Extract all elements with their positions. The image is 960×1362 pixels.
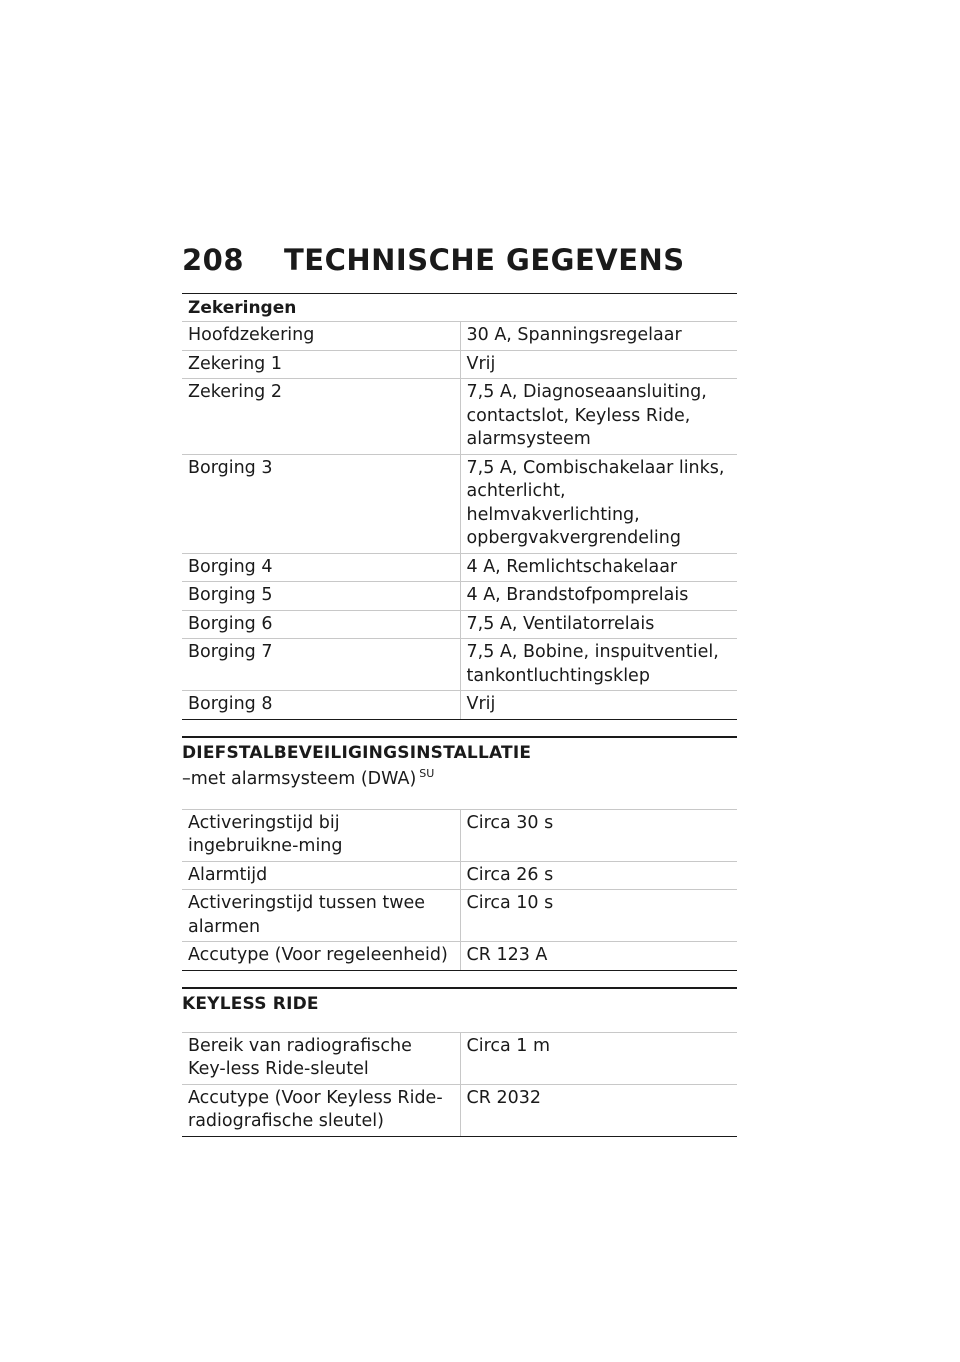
table-row bbox=[182, 582, 737, 611]
row-label: Borging 7 bbox=[182, 639, 460, 691]
table-row bbox=[182, 639, 737, 691]
table-row bbox=[182, 322, 737, 351]
antitheft-subtitle-text: –met alarmsysteem (DWA) bbox=[182, 768, 417, 789]
row-label: Hoofdzekering bbox=[182, 322, 460, 351]
row-label: Zekering 1 bbox=[182, 350, 460, 379]
row-label: Borging 8 bbox=[182, 691, 460, 720]
row-value: Vrij bbox=[460, 691, 737, 720]
row-value: 7,5 A, Diagnoseaansluiting, contactslot, Keyless Ride, alarmsysteem bbox=[460, 379, 737, 455]
row-label: Borging 5 bbox=[182, 582, 460, 611]
keyless-section-title: KEYLESS RIDE bbox=[182, 987, 737, 1016]
row-value: 30 A, Spanningsregelaar bbox=[460, 322, 737, 351]
table-row bbox=[182, 553, 737, 582]
table-row bbox=[182, 350, 737, 379]
table-row bbox=[182, 610, 737, 639]
table-row bbox=[182, 1084, 737, 1136]
page-number: 208 bbox=[182, 243, 245, 277]
table-row bbox=[182, 454, 737, 553]
row-label: Activeringstijd tussen twee alarmen bbox=[182, 890, 460, 942]
table-row bbox=[182, 861, 737, 890]
row-value: Circa 26 s bbox=[460, 861, 737, 890]
antitheft-subtitle bbox=[182, 767, 737, 791]
row-label: Zekering 2 bbox=[182, 379, 460, 455]
row-value: CR 123 A bbox=[460, 942, 737, 971]
row-label: Borging 6 bbox=[182, 610, 460, 639]
table-row bbox=[182, 1033, 737, 1085]
row-value: Circa 10 s bbox=[460, 890, 737, 942]
antitheft-table bbox=[182, 810, 737, 971]
row-label: Activeringstijd bij ingebruikne-ming bbox=[182, 810, 460, 862]
table-row bbox=[182, 942, 737, 971]
row-label: Accutype (Voor Keyless Ride-radiografische sleutel) bbox=[182, 1084, 460, 1136]
row-label: Alarmtijd bbox=[182, 861, 460, 890]
row-label: Borging 3 bbox=[182, 454, 460, 553]
row-label: Accutype (Voor regeleenheid) bbox=[182, 942, 460, 971]
row-value: 7,5 A, Bobine, inspuitventiel, tankontluchtingsklep bbox=[460, 639, 737, 691]
row-value: 7,5 A, Ventilatorrelais bbox=[460, 610, 737, 639]
page-content bbox=[182, 293, 737, 1137]
row-value: 4 A, Remlichtschakelaar bbox=[460, 553, 737, 582]
page-header bbox=[182, 243, 685, 277]
fuses-table bbox=[182, 293, 737, 720]
table-row bbox=[182, 379, 737, 455]
antitheft-section-title: DIEFSTALBEVEILIGINGSINSTALLATIE bbox=[182, 736, 737, 765]
row-label: Bereik van radiografische Key-less Ride-sleutel bbox=[182, 1033, 460, 1085]
table-row bbox=[182, 810, 737, 862]
table-row bbox=[182, 890, 737, 942]
row-value: Circa 1 m bbox=[460, 1033, 737, 1085]
row-value: 7,5 A, Combischakelaar links, achterlicht, helmvakverlichting, opbergvakvergrendeling bbox=[460, 454, 737, 553]
row-value: Vrij bbox=[460, 350, 737, 379]
table-row bbox=[182, 691, 737, 720]
row-value: CR 2032 bbox=[460, 1084, 737, 1136]
fuses-heading: Zekeringen bbox=[182, 294, 737, 322]
antitheft-subtitle-sup: SU bbox=[419, 766, 435, 780]
page-title: TECHNISCHE GEGEVENS bbox=[284, 243, 685, 277]
row-label: Borging 4 bbox=[182, 553, 460, 582]
row-value: 4 A, Brandstofpomprelais bbox=[460, 582, 737, 611]
keyless-table bbox=[182, 1033, 737, 1137]
row-value: Circa 30 s bbox=[460, 810, 737, 862]
